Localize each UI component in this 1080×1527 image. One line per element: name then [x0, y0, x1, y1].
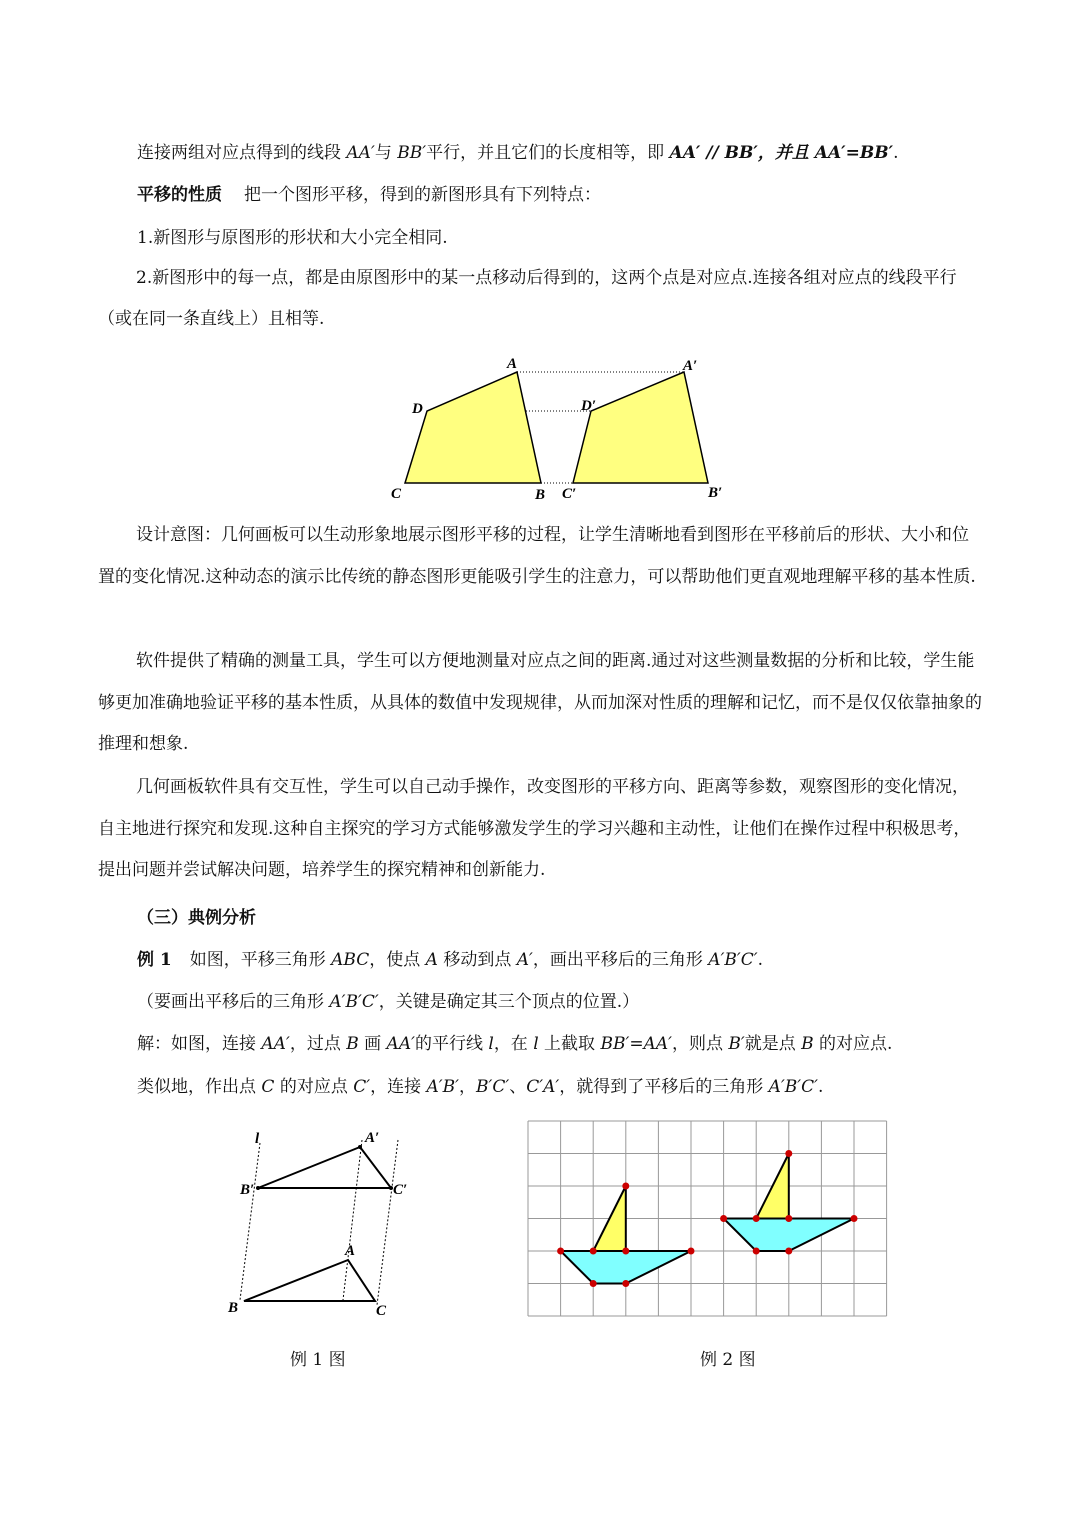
text: ，关键是确定其三个顶点的位置.）: [378, 992, 640, 1012]
quadrilateral-translated: [573, 372, 708, 483]
figure-triangle-translation: [220, 1125, 420, 1325]
text: ，画出平移后的三角形: [532, 950, 709, 970]
math-expression: AA′ // BB′，并且 AA′=BB′: [669, 143, 894, 163]
math-bb: BB′: [397, 143, 427, 163]
math: A′B′C′: [768, 1077, 819, 1097]
math: C′A′: [526, 1077, 560, 1097]
software-interactive: [98, 767, 982, 892]
caption-example-1: 例 1 图: [290, 1350, 346, 1370]
text: .: [893, 143, 899, 163]
hull-translated: [724, 1219, 854, 1252]
text: 平行，并且它们的长度相等，即: [426, 143, 670, 163]
math: B′: [728, 1034, 745, 1054]
math: B′C′: [476, 1077, 510, 1097]
hull-original: [561, 1251, 691, 1284]
software-text: 软件提供了精确的测量工具，学生可以方便地测量对应点之间的距离.通过对这些测量数据的分析和比较，学生能够更加准确地验证平移的基本性质，从具体的数值中发现规律，从而加深对性质的理解和记忆，而不是仅仅依靠抽象的推理和想象.: [98, 651, 982, 754]
text: 连接两组对应点得到的线段: [137, 143, 347, 163]
text: ，则点: [671, 1034, 729, 1054]
design-intent: [98, 515, 982, 598]
label-a-prime: A′: [683, 358, 698, 374]
math: A′B′: [426, 1077, 460, 1097]
math: B: [346, 1034, 359, 1054]
property-intro: 把一个图形平移，得到的新图形具有下列特点：: [244, 185, 601, 205]
math: l: [488, 1034, 494, 1054]
text: 上截取: [538, 1034, 601, 1054]
text: 解：如图，连接: [137, 1034, 262, 1054]
math: ABC: [331, 950, 370, 970]
interactive-text: 几何画板软件具有交互性，学生可以自己动手操作，改变图形的平移方向、距离等参数，观察图形的变化情况，自主地进行探究和发现.这种自主探究的学习方式能够激发学生的学习兴趣和主动性，让他们在操作过程中积极思考，提出问题并尝试解决问题，培养学生的探究精神和创新能力.: [98, 777, 971, 880]
figure-boat-grid: [527, 1120, 891, 1320]
label-l: l: [255, 1131, 260, 1147]
triangle-a-b-c-prime: [258, 1147, 391, 1188]
line-l: [240, 1143, 260, 1300]
label-c: C: [391, 486, 402, 502]
label-b: B: [228, 1300, 239, 1316]
math: A: [425, 950, 438, 970]
text: 就是点: [744, 1034, 802, 1054]
text: 如图，平移三角形: [189, 950, 332, 970]
point-a-prime: [358, 1145, 362, 1149]
property-2: [98, 258, 982, 340]
example-label: 例 1: [137, 950, 172, 970]
property-2-text: 2.新图形中的每一点，都是由原图形中的某一点移动后得到的，这两个点是对应点.连接各组对应点的线段平行（或在同一条直线上）且相等.: [98, 268, 957, 329]
math: A′B′C′: [329, 992, 379, 1012]
label-d-prime: D′: [581, 398, 597, 414]
property-title: 平移的性质: [137, 185, 222, 205]
math: C: [261, 1077, 275, 1097]
point-b-prime: [256, 1186, 260, 1190]
text: .: [757, 950, 764, 970]
text: 的对应点.: [813, 1034, 893, 1054]
math: B: [801, 1034, 814, 1054]
text: 的对应点: [274, 1077, 354, 1097]
text: 移动到点: [437, 950, 517, 970]
text: ，在: [493, 1034, 534, 1054]
math-aa: AA′: [346, 143, 375, 163]
example-1: [137, 948, 1037, 972]
math: A′: [516, 950, 533, 970]
design-intent-text: 设计意图：几何画板可以生动形象地展示图形平移的过程，让学生清晰地看到图形在平移前后的形状、大小和位置的变化情况.这种动态的演示比传统的静态图形更能吸引学生的注意力，可以帮助他们更直观地理解平移的基本性质.: [98, 525, 976, 587]
label-a: A: [507, 356, 518, 372]
math: C′: [353, 1077, 371, 1097]
para-translation-equality: [137, 141, 1037, 165]
figure-quadrilateral-translation: [380, 350, 740, 505]
quadrilateral-original: [405, 372, 541, 483]
solution-line-1: [137, 1032, 1037, 1056]
text: ，就得到了平移后的三角形: [559, 1077, 769, 1097]
software-measurement: [98, 641, 982, 766]
text: 与: [374, 143, 398, 163]
label-b-prime: B′: [240, 1182, 255, 1198]
text: 画: [358, 1034, 387, 1054]
para-properties-heading: [137, 183, 1037, 207]
text: ，过点: [289, 1034, 347, 1054]
solution-line-2: [137, 1075, 1037, 1099]
example-hint: [137, 990, 1037, 1014]
label-c-prime: C′: [562, 486, 577, 502]
property-1: 1.新图形与原图形的形状和大小完全相同.: [137, 228, 448, 248]
text: ，使点: [369, 950, 426, 970]
label-c-prime: C′: [393, 1182, 408, 1198]
text: ，连接: [370, 1077, 427, 1097]
caption-example-2: 例 2 图: [700, 1350, 756, 1370]
label-c: C: [376, 1303, 387, 1319]
text: 、: [509, 1077, 527, 1097]
text: （要画出平移后的三角形: [137, 992, 330, 1012]
text: ，: [459, 1077, 477, 1097]
triangle-abc: [244, 1260, 375, 1301]
text: 的平行线: [414, 1034, 489, 1054]
text: .: [818, 1077, 824, 1097]
math: AA′: [386, 1034, 415, 1054]
label-a: A: [345, 1243, 356, 1259]
label-a-prime: A′: [365, 1130, 380, 1146]
label-b: B: [535, 487, 546, 503]
math: l: [533, 1034, 539, 1054]
section-heading: （三）典例分析: [137, 908, 256, 928]
math: AA′: [261, 1034, 290, 1054]
math: BB′=AA′: [600, 1034, 672, 1054]
text: 类似地，作出点: [137, 1077, 262, 1097]
parallel-through-c: [377, 1140, 398, 1305]
label-d: D: [412, 401, 423, 417]
label-b-prime: B′: [708, 485, 723, 501]
math: A′B′C′: [708, 950, 758, 970]
